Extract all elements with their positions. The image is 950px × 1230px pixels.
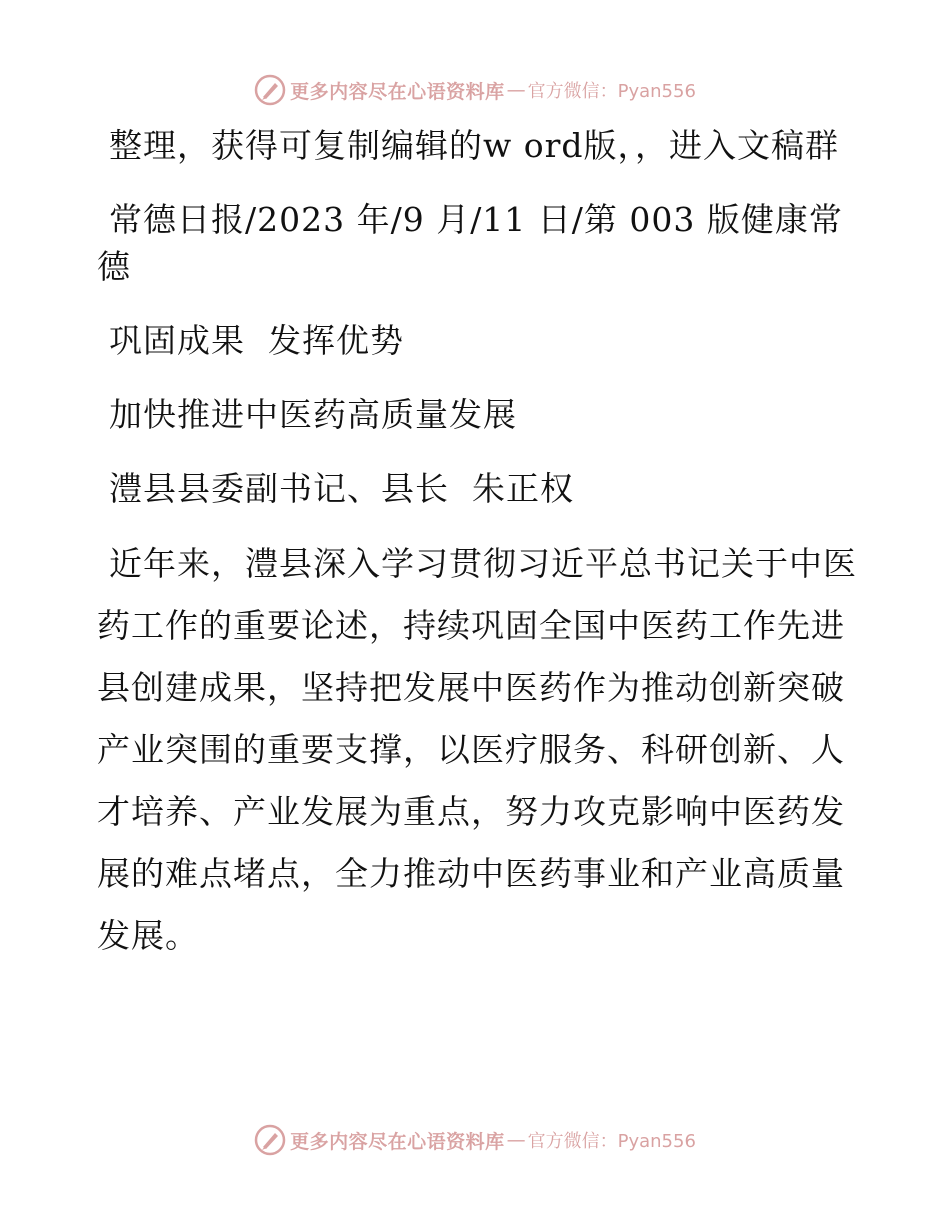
watermark-banner-bottom <box>0 1120 950 1160</box>
paragraph-body: 近年来，澧县深入学习贯彻习近平总书记关于中医药工作的重要论述，持续巩固全国中医药工作先进县创建成果，坚持把发展中医药作为推动创新突破产业突围的重要支撑，以医疗服务、科研创新、人才培养、产业发展为重点，努力攻克影响中医药发展的难点堵点，全力推动中医药事业和产业高质量发展。 <box>97 544 857 955</box>
watermark-separator: — <box>506 79 526 101</box>
paragraph-source: 常德日报/2023 年/9 月/11 日/第 003 版健康常德 <box>97 200 843 286</box>
paragraph-headline: 巩固成果 发挥优势 <box>109 321 404 360</box>
watermark-separator: — <box>506 1129 526 1151</box>
paragraph-note: 整理，获得可复制编辑的w ord版，，进入文稿群 <box>109 126 840 165</box>
watermark-banner-top <box>0 70 950 110</box>
watermark-text: 更多内容尽在心语资料库 <box>290 80 505 103</box>
paragraph-author: 澧县县委副书记、县长 朱正权 <box>109 469 574 508</box>
watermark-wechat: 官方微信：Pyan556 <box>527 81 696 102</box>
watermark-text: 更多内容尽在心语资料库 <box>290 1130 505 1153</box>
document-body <box>97 122 857 994</box>
pen-nib-logo-icon <box>254 1124 286 1156</box>
watermark-wechat: 官方微信：Pyan556 <box>527 1131 696 1152</box>
pen-nib-logo-icon <box>254 74 286 106</box>
paragraph-subheadline: 加快推进中医药高质量发展 <box>109 395 517 434</box>
